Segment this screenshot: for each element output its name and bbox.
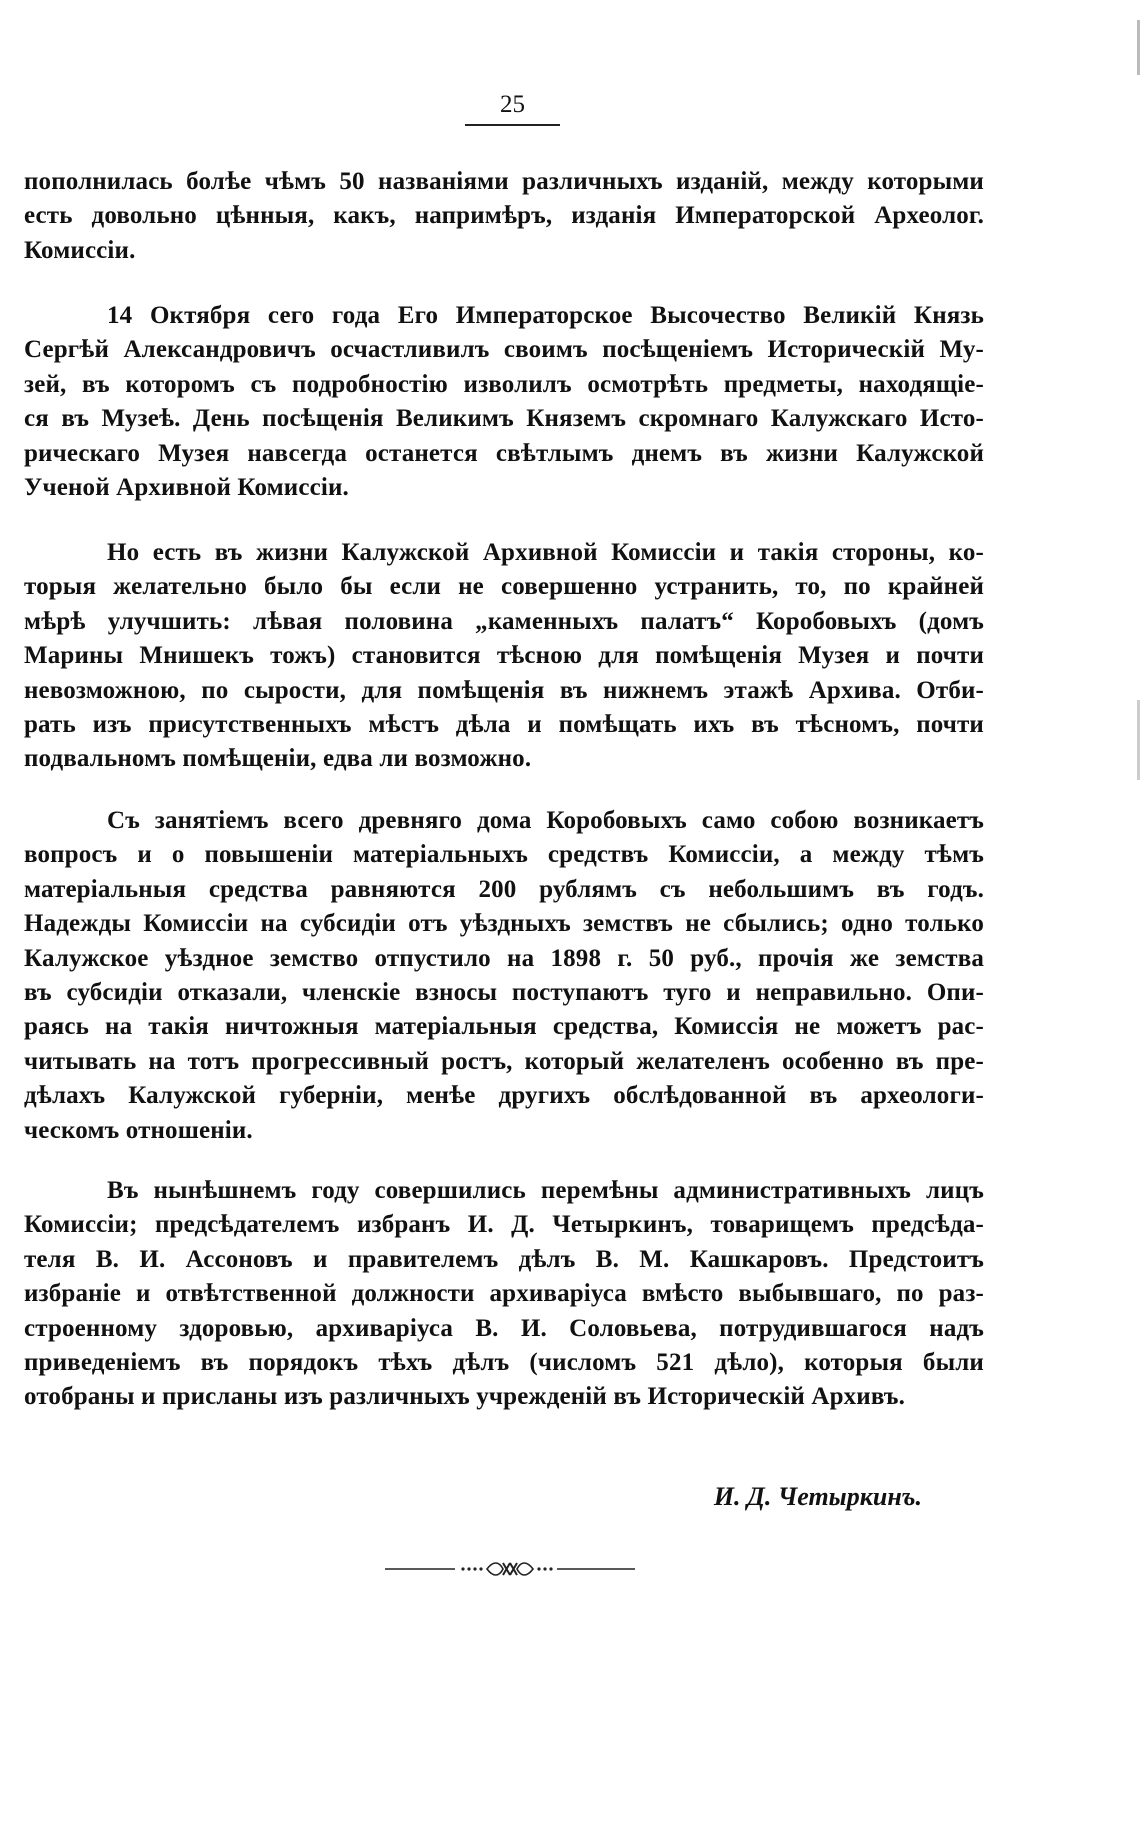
text-line: пополнилась болѣе чѣмъ 50 названіями различныхъ изданій, между которыми <box>24 168 984 195</box>
ornament-divider-icon <box>385 1559 635 1579</box>
text-line: вопросъ и о повышеніи матеріальныхъ средствъ Комиссіи, а между тѣмъ <box>24 841 984 869</box>
text-line: рать изъ присутственныхъ мѣстъ дѣла и помѣщать ихъ въ тѣсномъ, почти <box>24 711 984 739</box>
text-line: строенному здоровью, архиваріуса В. И. Соловьева, потрудившагося надъ <box>24 1314 984 1342</box>
text-line: Надежды Комиссіи на субсидіи отъ уѣздныхъ земствъ не сбылись; одно только <box>24 910 984 938</box>
text-line: торыя желательно было бы если не совершенно устранить, то, по крайней <box>24 573 984 601</box>
text-line: избраніе и отвѣтственной должности архиваріуса вмѣсто выбывшаго, по раз- <box>24 1280 984 1308</box>
text-line: Но есть въ жизни Калужской Архивной Комиссіи и такія стороны, ко- <box>107 539 984 566</box>
text-line: Въ нынѣшнемъ году совершились перемѣны административныхъ лицъ <box>107 1177 984 1204</box>
signature: И. Д. Четыркинъ. <box>713 1482 922 1511</box>
paragraph-grand-duke-visit <box>24 299 984 505</box>
paragraph-administration <box>24 1174 984 1415</box>
text-line: дѣлахъ Калужской губерніи, менѣе другихъ обслѣдованной въ археологи- <box>24 1082 984 1110</box>
text-line: невозможною, по сырости, для помѣщенія въ нижнемъ этажѣ Архива. Отби- <box>24 676 984 704</box>
text-line: Калужское уѣздное земство отпустило на 1898 г. 50 руб., прочія же земства <box>24 944 984 972</box>
page-number: 25 <box>465 90 560 126</box>
text-line: приведеніемъ въ порядокъ тѣхъ дѣлъ (числомъ 521 дѣло), которыя были <box>24 1349 984 1377</box>
text-line: раясь на такія ничтожныя матеріальныя средства, Комиссія не можетъ рас- <box>24 1013 984 1041</box>
text-line: теля В. И. Ассоновъ и правителемъ дѣлъ В. М. Кашкаровъ. Предстоитъ <box>24 1245 984 1273</box>
text-line: подвальномъ помѣщеніи, едва ли возможно. <box>24 745 532 773</box>
text-line: читывать на тотъ прогрессивный ростъ, который желателенъ особенно въ пре- <box>24 1047 984 1075</box>
text-line: въ субсидіи отказали, членскіе взносы поступаютъ туго и неправильно. Опи- <box>24 979 984 1007</box>
text-line: есть довольно цѣнныя, какъ, напримѣръ, изданія Императорской Археолог. <box>24 202 984 230</box>
text-line: отобраны и присланы изъ различныхъ учрежденій въ Историческій Архивъ. <box>24 1383 905 1411</box>
text-line: рическаго Музея навсегда останется свѣтлымъ днемъ въ жизни Калужской <box>24 439 984 467</box>
text-line: матеріальныя средства равняются 200 рублямъ съ небольшимъ въ годъ. <box>24 875 984 903</box>
text-line: 14 Октября сего года Его Императорское Высочество Великій Князь <box>107 302 984 329</box>
text-line: Съ занятіемъ всего древняго дома Коробовыхъ само собою возникаетъ <box>107 807 984 834</box>
text-line: ся въ Музеѣ. День посѣщенія Великимъ Княземъ скромнаго Калужскаго Исто- <box>24 405 984 433</box>
paragraph-finances <box>24 804 984 1148</box>
paragraph-continuation <box>24 165 984 268</box>
text-line: Сергѣй Александровичъ осчастливилъ своимъ посѣщеніемъ Историческій Му- <box>24 336 984 364</box>
text-line: Комиссіи; предсѣдателемъ избранъ И. Д. Четыркинъ, товарищемъ предсѣда- <box>24 1211 984 1239</box>
text-line: зей, въ которомъ съ подробностію изволилъ осмотрѣть предметы, находящіе- <box>24 370 984 398</box>
text-line: Марины Мнишекъ тожъ) становится тѣсною для помѣщенія Музея и почти <box>24 642 984 670</box>
text-line: ческомъ отношеніи. <box>24 1116 253 1144</box>
text-line: Комиссіи. <box>24 236 136 264</box>
text-line: мѣрѣ улучшить: лѣвая половина „каменныхъ палатъ“ Коробовыхъ (домъ <box>24 607 984 635</box>
text-line: Ученой Архивной Комиссіи. <box>24 474 349 502</box>
paragraph-premises-problems <box>24 536 984 777</box>
